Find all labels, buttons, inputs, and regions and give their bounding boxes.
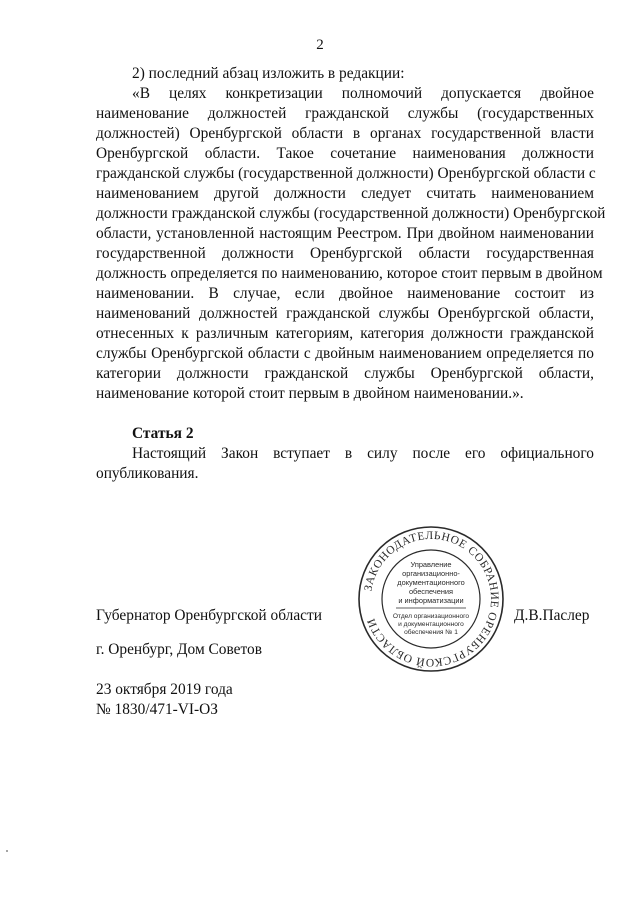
scan-speck [6,850,8,852]
seal-inner-line: и информатизации [398,596,464,605]
seal-inner-line: обеспечения [408,587,454,596]
seal-inner-line: организационно- [402,569,460,578]
paragraph-line: наименование должностей гражданской службы (государственных [96,105,594,122]
page-number: 2 [316,37,324,53]
paragraph-line: должностей) Оренбургской области в органах государственной власти [96,125,594,142]
paragraph-line: Оренбургской области. Такое сочетание наименования должности [96,145,594,162]
paragraph-line: наименованием другой должности следует считать наименованием [96,185,594,202]
paragraph-intro: 2) последний абзац изложить в редакции: [132,65,405,82]
paragraph-line: наименовании. В случае, если двойное наименование состоит из [96,285,594,302]
law-number: № 1830/471-VI-ОЗ [96,701,218,718]
paragraph-line: отнесенных к различным категориям, категория должности гражданской [96,325,594,342]
signing-date: 23 октября 2019 года [96,681,233,698]
article-text-line: опубликования. [96,465,199,482]
paragraph-line: категории должности гражданской службы Оренбургской области, [96,365,594,382]
official-seal [356,524,506,674]
article-text-line: Настоящий Закон вступает в силу после его официального [132,445,594,462]
seal-inner-line: обеспечения № 1 [404,629,458,636]
seal-outer-text: ЗАКОНОДАТЕЛЬНОЕ СОБРАНИЕ ОРЕНБУРГСКОЙ ОБЛАСТИ [362,529,501,669]
signing-place: г. Оренбург, Дом Советов [96,641,262,658]
paragraph-line: государственной должности Оренбургской области государственная [96,245,594,262]
seal-inner-line: и документационного [398,621,464,628]
paragraph-line: службы Оренбургской области с двойным наименованием определяется по [96,345,594,362]
article-heading: Статья 2 [132,425,194,442]
paragraph-line: должности гражданской службы (государственной должности) Оренбургской [96,205,606,222]
paragraph-line: наименований должностей гражданской службы Оренбургской области, [96,305,594,322]
governor-title: Губернатор Оренбургской области [96,607,322,624]
paragraph-line: наименование которой стоит первым в двойном наименовании.». [96,385,524,402]
paragraph-line: области, установленной настоящим Реестром. При двойном наименовании [96,225,594,242]
paragraph-line: «В целях конкретизации полномочий допускается двойное [132,85,594,102]
seal-inner-line: Отдел организационного [392,613,470,620]
paragraph-line: гражданской службы (государственной должности) Оренбургской области с [96,165,596,182]
governor-name: Д.В.Паслер [514,607,590,624]
seal-inner-line: Управление [410,560,452,569]
seal-inner-line: документационного [397,578,465,587]
paragraph-line: должность определяется по наименованию, которое стоит первым в двойном [96,265,603,282]
